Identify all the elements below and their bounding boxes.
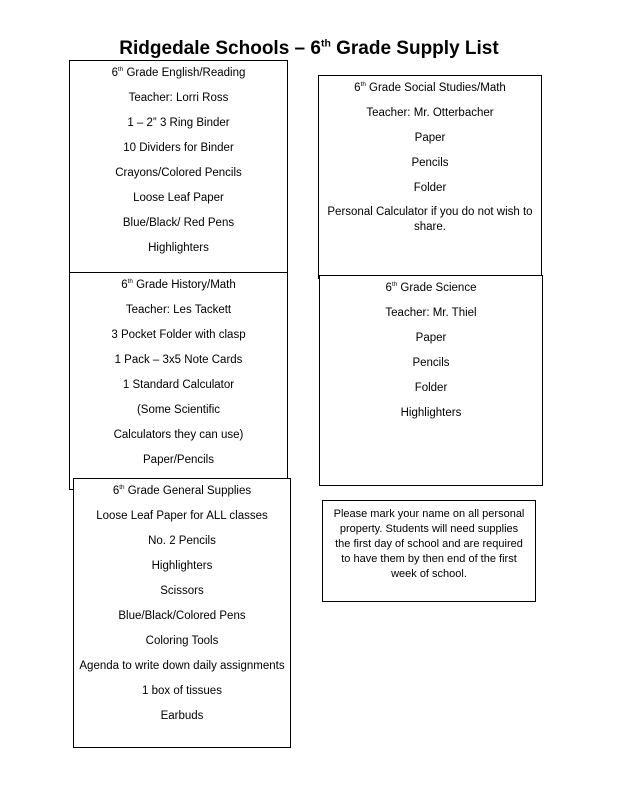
title-rest: Grade Supply List xyxy=(330,38,499,59)
social-studies-box xyxy=(318,75,542,279)
list-item: Blue/Black/Colored Pens xyxy=(118,610,246,622)
english-reading-box xyxy=(69,60,288,274)
list-item: Paper xyxy=(414,132,446,144)
title-main: Ridgedale Schools – 6 xyxy=(119,38,321,59)
list-item: Highlighters xyxy=(151,560,213,572)
list-item: 1 Standard Calculator xyxy=(122,379,235,391)
general-supplies-box xyxy=(73,478,291,748)
list-item: Agenda to write down daily assignments xyxy=(79,660,285,672)
science-heading: 6th Grade Science xyxy=(385,281,477,294)
list-item: Crayons/Colored Pencils xyxy=(115,167,242,179)
list-item: Pencils xyxy=(411,157,449,169)
list-item: Earbuds xyxy=(160,710,204,722)
list-item: Teacher: Mr. Otterbacher xyxy=(366,107,494,119)
list-item: (Some Scientific xyxy=(136,404,221,416)
title-sup: th xyxy=(320,38,331,50)
list-item: No. 2 Pencils xyxy=(148,535,216,547)
list-item: Teacher: Les Tackett xyxy=(125,304,232,316)
list-item: Teacher: Mr. Thiel xyxy=(385,307,477,319)
reminder-note: Please mark your name on all personal property. Students will need supplies the first day of school and are required to have them by then end of the first week of school. xyxy=(322,500,536,602)
list-item: 3 Pocket Folder with clasp xyxy=(111,329,246,341)
list-item: 1 Pack – 3x5 Note Cards xyxy=(114,354,243,366)
list-item: Scissors xyxy=(160,585,204,597)
list-item: 1 box of tissues xyxy=(142,685,222,697)
list-item: Calculators they can use) xyxy=(113,429,244,441)
list-item: Pencils xyxy=(412,357,450,369)
history-heading: 6th Grade History/Math xyxy=(121,278,236,291)
social-heading: 6th Grade Social Studies/Math xyxy=(354,81,506,94)
list-item: Paper/Pencils xyxy=(143,454,214,466)
list-item: Folder xyxy=(413,182,447,194)
list-item: Highlighters xyxy=(400,407,462,419)
english-heading: 6th Grade English/Reading xyxy=(111,66,246,79)
list-item: Paper xyxy=(415,332,447,344)
list-item: Loose Leaf Paper for ALL classes xyxy=(96,510,268,522)
history-math-box xyxy=(69,272,288,490)
list-item: Loose Leaf Paper xyxy=(133,192,224,204)
list-item: Highlighters xyxy=(148,242,209,254)
list-item: 10 Dividers for Binder xyxy=(123,142,234,154)
list-item: Teacher: Lorri Ross xyxy=(128,92,229,104)
list-item: Coloring Tools xyxy=(145,635,219,647)
science-box xyxy=(319,275,543,486)
general-heading: 6th Grade General Supplies xyxy=(112,484,252,497)
list-item: Blue/Black/ Red Pens xyxy=(122,217,235,229)
list-item: Folder xyxy=(414,382,448,394)
page-title xyxy=(0,38,618,60)
calculator-note: Personal Calculator if you do not wish to share. xyxy=(327,206,533,233)
list-item: 1 – 2” 3 Ring Binder xyxy=(127,117,230,129)
